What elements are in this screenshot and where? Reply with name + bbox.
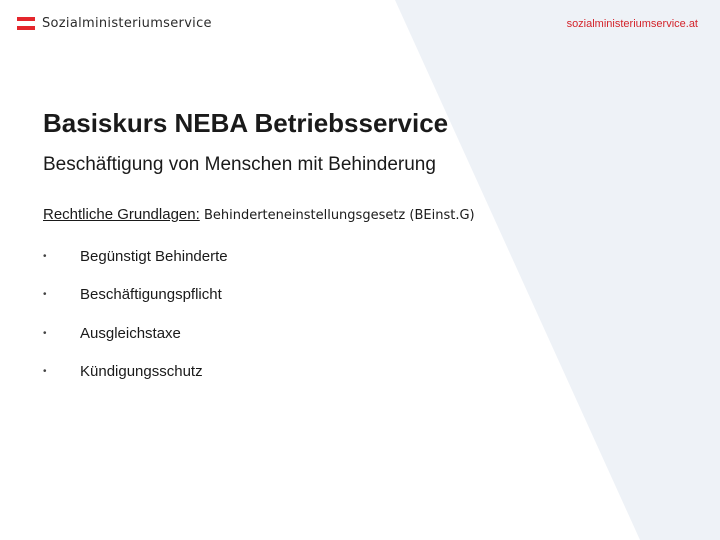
logo — [17, 16, 212, 31]
legal-basis-text: Behinderteneinstellungsgesetz (BEinst.G) — [203, 208, 475, 223]
site-url: sozialministeriumservice.at — [566, 18, 698, 30]
legal-basis-label: Rechtliche Grundlagen: — [43, 206, 200, 223]
list-item — [43, 323, 228, 343]
list-item — [43, 285, 228, 305]
slide-title: Basiskurs NEBA Betriebsservice — [43, 108, 449, 138]
bullet-icon: • — [43, 289, 47, 300]
list-item-text: Begünstigt Behinderte — [80, 247, 228, 265]
list-item — [43, 362, 228, 382]
list-item-text: Kündigungsschutz — [80, 363, 203, 380]
list-item — [43, 246, 228, 266]
legal-basis-line — [43, 206, 475, 223]
bullet-icon: • — [43, 327, 47, 339]
list-item-text: Ausgleichstaxe — [80, 324, 181, 342]
list-item-text: Beschäftigungspflicht — [80, 286, 222, 303]
logo-text: Sozialministeriumservice — [42, 16, 212, 31]
austria-flag-icon — [17, 17, 35, 30]
bullet-list — [43, 246, 228, 400]
bullet-icon: • — [43, 366, 47, 377]
slide-subtitle: Beschäftigung von Menschen mit Behinderung — [43, 154, 436, 175]
bullet-icon: • — [43, 250, 47, 262]
